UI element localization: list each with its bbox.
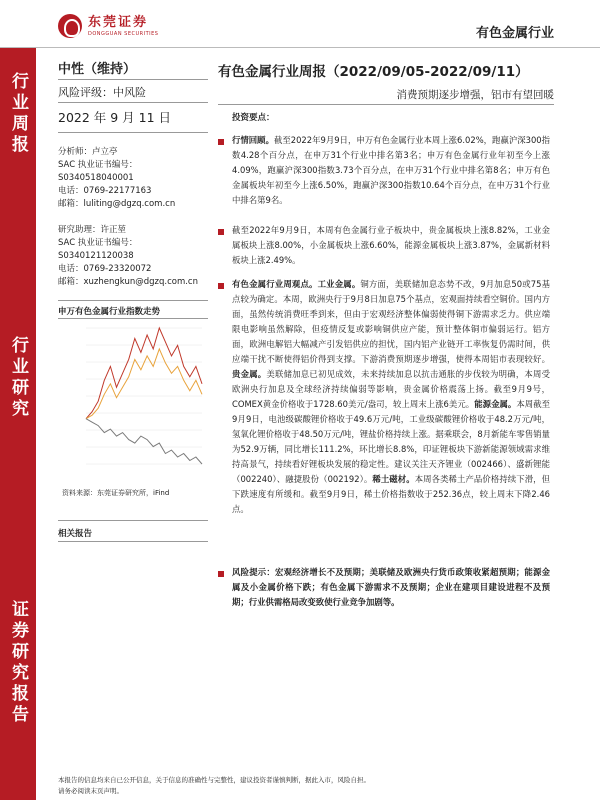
sidebar-item-0: 行业周报 xyxy=(8,72,28,156)
para-body: 风险提示：宏观经济增长不及预期；美联储及欧洲央行货币政策收紧超预期；能源金属及小金属价格下跌；有色金属下游需求不及预期；企业在建项目建设进程不及预期；行业供需格局改变致使行业竞争加剧等。 xyxy=(232,567,550,607)
assistant-block xyxy=(58,224,198,289)
footer-disclaimer: 本报告的信息均来自已公开信息，关于信息的准确性与完整性，建议投资者谨慎判断，据此入市，风险自担。 xyxy=(58,776,370,784)
logo-sub: DONGGUAN SECURITIES xyxy=(88,30,159,37)
para-body: 铜方面，美联储加息态势不改，9月加息50或75基点较为确定。本周，欧洲央行于9月8日加息75个基点，宏观面持续看空铜价。国内方面，虽然传统消费旺季到来，但由于宏观经济整体偏弱使得铜下游需求乏力。供应端限电影响虽然解除，但疫情反复或影响铜供应产能，预计整体铜市偏弱运行。铝方面，欧洲电解铝大幅减产引发铝供应的担忧，国内铝产业链开工率恢复仍需时间，供应端干扰不断使得铝价得到支撑。下游消费预期逐步增强，使得本周铝市表现较好。 xyxy=(232,279,550,364)
left-sidebar xyxy=(0,48,36,800)
logo-mark-icon xyxy=(58,14,82,38)
index-chart xyxy=(58,320,208,480)
chart-title: 申万有色金属行业指数走势 xyxy=(58,307,161,317)
assistant-email: 邮箱：xuzhengkun@dgzq.com.cn xyxy=(58,277,198,287)
sidebar-label-research xyxy=(0,336,36,420)
divider xyxy=(58,300,208,301)
para-body: 美联储加息已初见成效，未来持续加息以抗击通胀的步伐较为明确，本周受欧洲央行加息及全球经济持续偏弱等影响，贵金属价格震荡上扬。截至9月9号，COMEX黄金价格收于1728.60美元/盎司，较上周末上涨6美元。 xyxy=(232,369,551,409)
assistant-line: 研究助理：许正堃 xyxy=(58,225,127,235)
logo-name: 东莞证券 xyxy=(88,14,149,30)
divider xyxy=(58,102,208,103)
chart-source: 资料来源：东莞证券研究所，iFind xyxy=(62,489,170,497)
bullet-icon xyxy=(218,283,224,289)
sidebar-item-1: 行业研究 xyxy=(8,336,28,420)
industry-tag: 有色金属行业 xyxy=(475,26,554,41)
assistant-line: 电话：0769-23320072 xyxy=(58,264,152,274)
sidebar-label-weekly xyxy=(0,72,36,156)
divider xyxy=(58,520,208,521)
bullet-icon xyxy=(218,571,224,577)
rating: 中性（维持） xyxy=(58,62,137,77)
analyst-email: 邮箱：luliting@dgzq.com.cn xyxy=(58,199,176,209)
para-body: 截至2022年9月9日，申万有色金属行业本周上涨6.02%，跑赢沪深300指数4.28个百分点，在申万31个行业中排名第3名；申万有色金属行业年初至今上涨4.09%，跑赢沪深300指数3.73个百分点，在申万31个行业中排名第8名；申万有色金属板块年初至今上涨6.50%，跑赢沪深300指数10.64个百分点，在申万31个行业中排名第9名。 xyxy=(232,135,551,205)
divider xyxy=(58,132,208,133)
sidebar-label-securities xyxy=(0,600,36,726)
para-body: 截至2022年9月9日，本周有色金属行业子板块中，贵金属板块上涨8.82%，工业金属板块上涨8.00%，小金属板块上涨6.60%，能源金属板块上涨3.87%，金属新材料板块上涨2.49%。 xyxy=(232,225,550,265)
report-date: 2022 年 9 月 11 日 xyxy=(58,110,172,125)
assistant-line: S0340121120038 xyxy=(58,251,134,261)
analyst-line: SAC 执业证书编号： xyxy=(58,160,138,170)
para-head: 行情回顾。 xyxy=(232,135,274,145)
report-subtitle: 消费预期逐步增强，铝市有望回暖 xyxy=(396,89,554,101)
para-body: 本周各类稀土产品价格持续下滑，但下跌速度有所缓和。截至9月9日，稀土价格指数收于252.36点，较上周末下降2.46点。 xyxy=(232,474,551,514)
divider xyxy=(58,79,208,80)
divider xyxy=(218,104,554,105)
paragraph-risk xyxy=(232,565,550,610)
sidebar-item-2: 证券研究报告 xyxy=(8,600,28,726)
para-head: 有色金属行业周观点。工业金属。 xyxy=(232,279,361,289)
bullet-icon xyxy=(218,139,224,145)
related-reports: 相关报告 xyxy=(58,529,93,539)
footer-notice: 请务必阅读末页声明。 xyxy=(58,787,123,795)
para-body: 本周截至9月9日，电池级碳酸锂价格收于49.6万元/吨，工业级碳酸锂价格收于48.2万元/吨，氢氧化锂价格收于48.50万元/吨，锂盐价格持续上涨。据乘联会，8月新能车零售销量为52.9万辆，同比增长111.2%，环比增长8.8%，印证锂板块下游新能源领域需求维持高景气，持续看好锂板块发展的稳定性。建议关注天齐锂业（002466）、盛新锂能（002240）、融捷股份（002192）。 xyxy=(232,399,551,484)
series-line-0 xyxy=(86,328,202,419)
divider xyxy=(58,318,208,319)
footer xyxy=(58,775,578,797)
analyst-line: 电话：0769-22177163 xyxy=(58,186,152,196)
para-head: 能源金属。 xyxy=(474,399,517,409)
assistant-line: SAC 执业证书编号： xyxy=(58,238,138,248)
divider xyxy=(58,541,208,542)
analyst-line: 分析师：卢立亭 xyxy=(58,147,118,157)
chart-svg xyxy=(58,320,208,480)
paragraph-review xyxy=(232,133,550,208)
paragraph-views xyxy=(232,277,550,517)
analyst-line: S0340518040001 xyxy=(58,173,134,183)
paragraph-subsectors xyxy=(232,223,550,268)
company-logo xyxy=(58,14,158,38)
bullet-icon xyxy=(218,229,224,235)
risk-rating: 风险评级：中风险 xyxy=(58,86,146,99)
para-head: 贵金属。 xyxy=(232,369,267,379)
para-head: 稀土磁材。 xyxy=(372,474,415,484)
top-bar xyxy=(0,0,600,48)
series-line-2 xyxy=(86,419,202,464)
analyst-block xyxy=(58,146,175,211)
report-title: 有色金属行业周报（2022/09/05-2022/09/11） xyxy=(218,64,529,80)
points-title: 投资要点： xyxy=(232,113,275,123)
